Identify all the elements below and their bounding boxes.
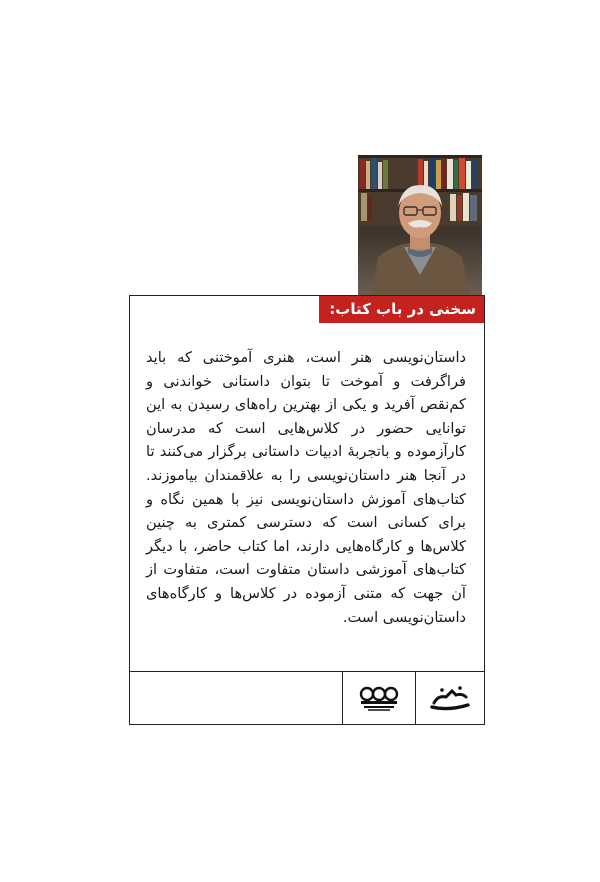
section-label: سخنی در باب کتاب:: [319, 296, 484, 323]
publisher-logo-main: [416, 672, 484, 724]
description-paragraph: داستان‌نویسی هنر است، هنری آموختنی که باید فراگرفت و آموخت تا بتوان داستانی خواندنی و کم‌نقص آفرید و یکی از بهترین راه‌های رسیدن به این توانایی حضور در کلاس‌هایی است که مدرسان کارآزموده و باتجربهٔ ادبیات داستانی برگزار می‌کنند تا در آنجا هنر داستان‌نویسی را به علاقمندان بیاموزند. کتاب‌های آموزش داستان‌نویسی نیز با همین نگاه و برای کسانی است که دسترسی کمتری به چنین کلاس‌ها و کارگاه‌هایی دارند، اما کتاب حاضر، با دیگر کتاب‌های آموزشی داستان متفاوت است، متفاوت از آن جهت که متنی آزموده در کلاس‌ها و کارگاه‌های داستان‌نویسی است.: [146, 349, 466, 626]
author-photo: [358, 155, 482, 295]
publisher-logo-small: [342, 672, 416, 724]
publisher-logos-row: [130, 671, 484, 724]
book-description-box: [129, 295, 485, 725]
empty-cell: [130, 672, 342, 724]
